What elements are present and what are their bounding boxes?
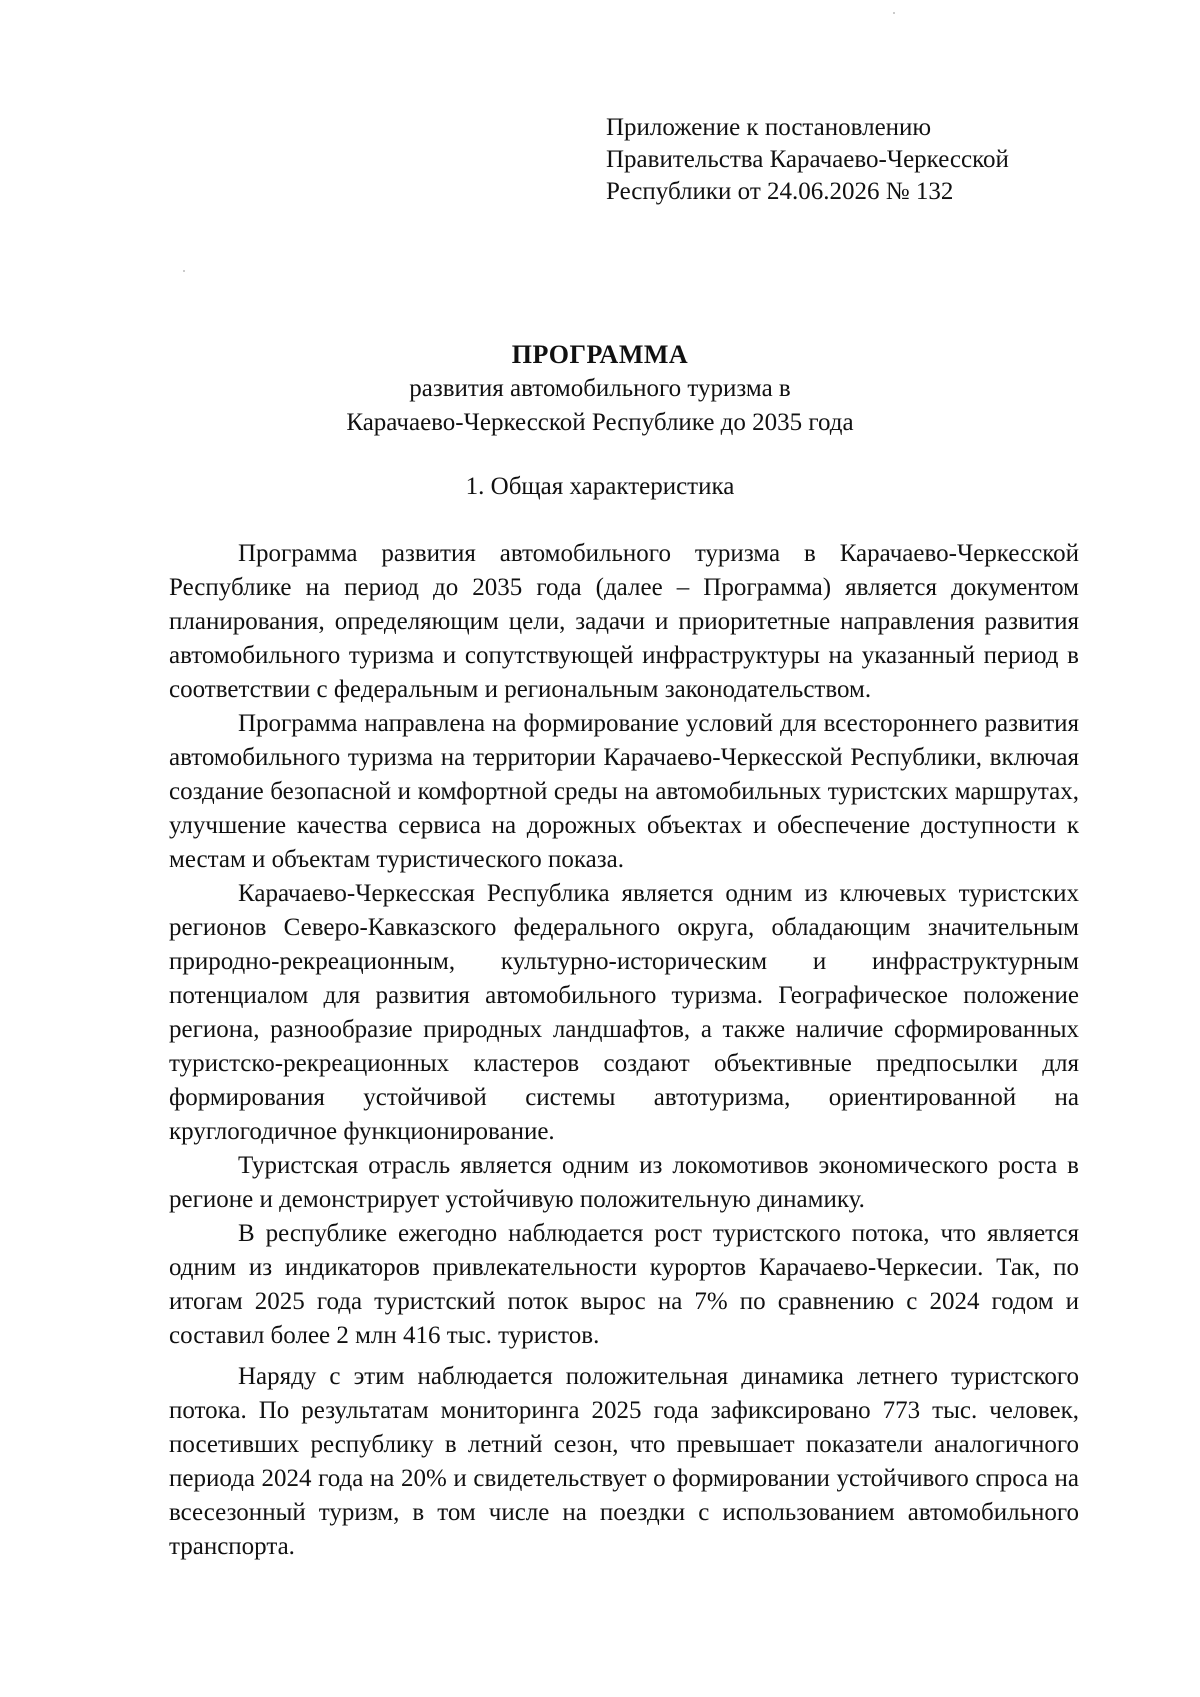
paragraph: Наряду с этим наблюдается положительная динамика летнего туристского потока. По результатам мониторинга 2025 года зафиксировано 773 тыс. человек, посетивших республику в летний сезон, что превышает показатели аналогичного периода 2024 года на 20% и свидетельствует о формировании устойчивого спроса на всесезонный туризм, в том числе на поездки с использованием автомобильного транспорта. [169,1363,1079,1560]
paragraph: Туристская отрасль является одним из локомотивов экономического роста в регионе и демонстрирует устойчивую положительную динамику. [169,1152,1079,1213]
appendix-line: Республики от 24.06.2026 № 132 [606,178,954,205]
title-line: развития автомобильного туризма в [409,375,791,402]
appendix-note [606,112,1126,208]
paragraph: В республике ежегодно наблюдается рост туристского потока, что является одним из индикаторов привлекательности курортов Карачаево-Черкесии. Так, по итогам 2025 года туристский поток вырос на 7% по сравнению с 2024 годом и составил более 2 млн 416 тыс. туристов. [169,1220,1079,1349]
scan-speck [183,270,185,272]
appendix-line: Правительства Карачаево-Черкесской [606,146,1009,173]
title-line: Карачаево-Черкесской Республике до 2035 года [346,409,854,436]
appendix-line: Приложение к постановлению [606,114,932,141]
paragraph: Программа направлена на формирование условий для всестороннего развития автомобильного туризма на территории Карачаево-Черкесской Республики, включая создание безопасной и комфортной среды на автомобильных туристских маршрутах, улучшение качества сервиса на дорожных объектах и обеспечение доступности к местам и объектам туристического показа. [169,710,1079,873]
section-heading: 1. Общая характеристика [465,473,735,500]
paragraph: Карачаево-Черкесская Республика является одним из ключевых туристских регионов Северо-Кавказского федерального округа, обладающим значительным природно-рекреационным, культурно-историческим и инфраструктурным потенциалом для развития автомобильного туризма. Географическое положение региона, разнообразие природных ландшафтов, а также наличие сформированных туристско-рекреационных кластеров создают объективные предпосылки для формирования устойчивой системы автотуризма, ориентированной на круглогодичное функционирование. [169,880,1079,1145]
scan-speck [893,12,895,14]
body-text [169,537,1079,1564]
paragraph: Программа развития автомобильного туризма в Карачаево-Черкесской Республике на период до 2035 года (далее – Программа) является документом планирования, определяющим цели, задачи и приоритетные направления развития автомобильного туризма и сопутствующей инфраструктуры на указанный период в соответствии с федеральным и региональным законодательством. [169,540,1079,703]
title-main: ПРОГРАММА [511,340,689,369]
document-title [0,338,1200,440]
